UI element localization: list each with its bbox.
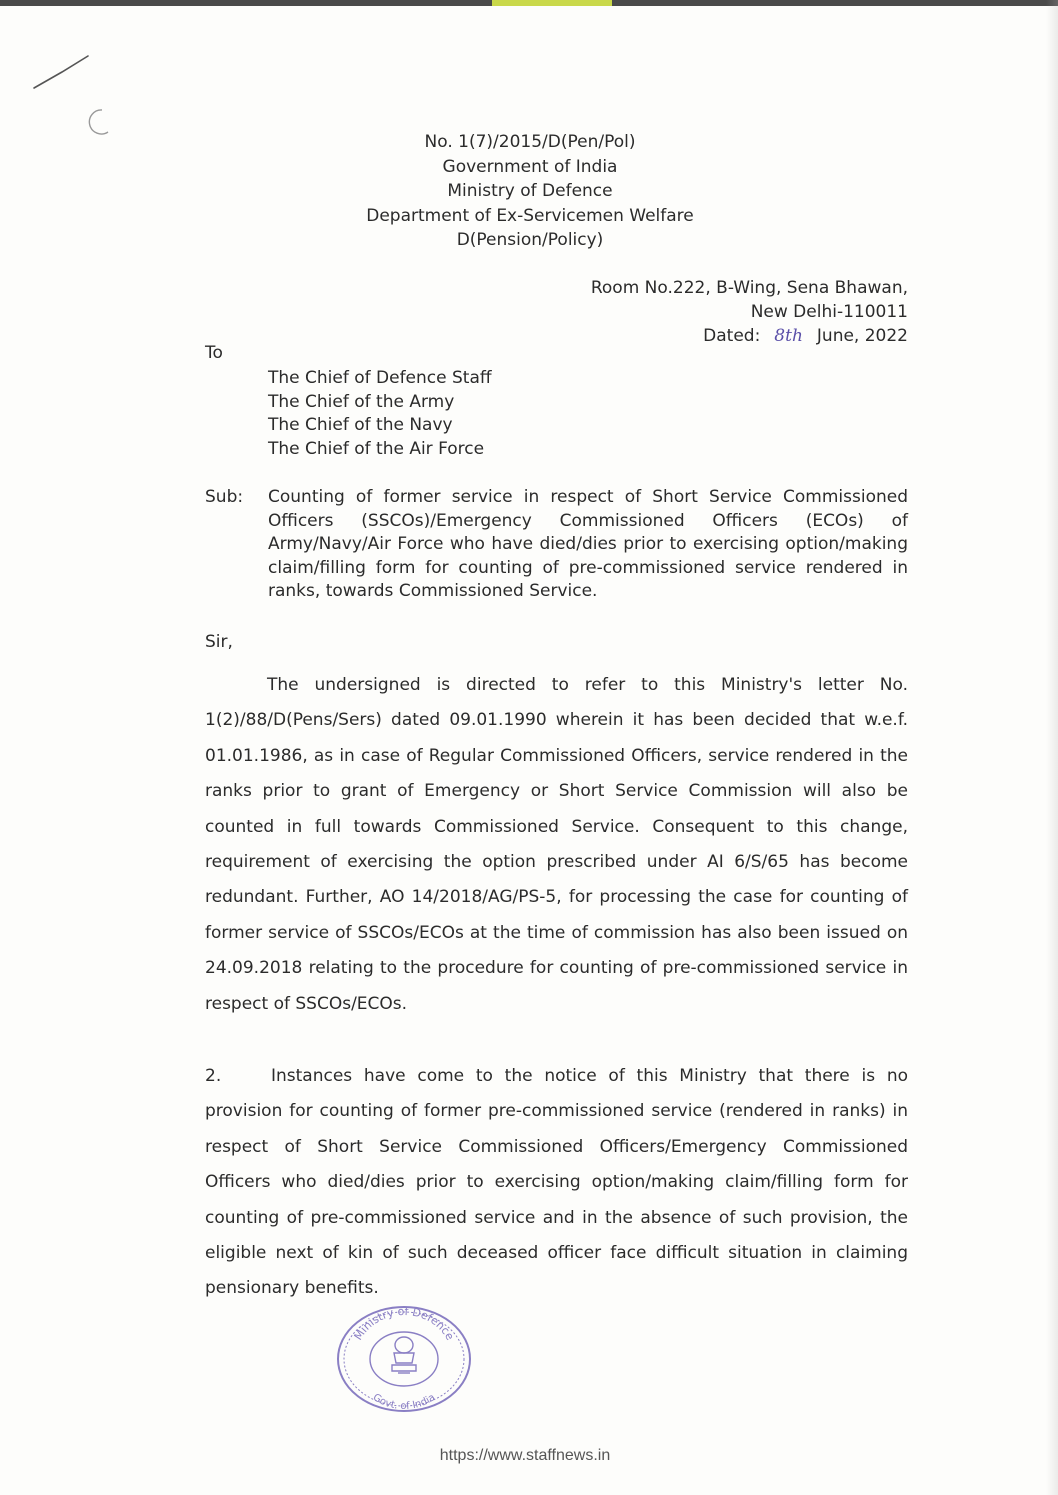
paragraph-2 [205, 1059, 908, 1307]
paragraph-2-number: 2. [205, 1066, 222, 1086]
department-line: Department of Ex-Servicemen Welfare [366, 205, 694, 226]
to-label: To [205, 343, 223, 363]
ministry-line: Ministry of Defence [447, 181, 613, 201]
dated-label: Dated: [703, 326, 761, 346]
government-line: Government of India [442, 156, 618, 177]
seal-text-bottom: Govt. of India [370, 1392, 438, 1413]
recipient-item: The Chief of the Air Force [268, 438, 485, 459]
paragraph-2-text: Instances have come to the notice of this Ministry that there is no provision for counting of former pre-commissioned service (rendered in ranks) in respect of Short Service Commissioned Officers/Emergency Commissioned Officers who died/dies prior to exercising option/making claim/filling form for counting of pre-commissioned service and in the absence of such provision, the eligible next of kin of such deceased officer face difficult situation in claiming pensionary benefits. [205, 1066, 908, 1299]
dated-day-handwritten: 8th [774, 326, 803, 346]
recipient-item: The Chief of the Army [268, 391, 455, 412]
punch-hole-mark [84, 106, 120, 136]
emblem-icon [392, 1337, 416, 1373]
pen-stroke-mark [32, 52, 92, 92]
subject-text: Counting of former service in respect of Short Service Commissioned Officers (SSCOs)/Emergency Commissioned Officers (ECOs) of Army/Navy/Air Force who have died/dies prior to exercising option/making claim/filling form for counting of pre-commissioned service rendered in ranks, towards Commissioned Service. [268, 487, 908, 602]
address-line-2: New Delhi-110011 [750, 302, 908, 322]
section-line: D(Pension/Policy) [456, 230, 604, 250]
subject-label: Sub: [205, 487, 244, 507]
salutation: Sir, [205, 632, 233, 652]
recipient-item: The Chief of Defence Staff [268, 368, 492, 388]
paragraph-1: The undersigned is directed to refer to this Ministry's letter No. 1(2)/88/D(Pens/Sers) dated 09.01.1990 wherein it has been decided that w.e.f. 01.01.1986, as in case of Regular Commissioned Officers, service rendered in the ranks prior to grant of Emergency or Short Service Commission will also be counted in full towards Commissioned Service. Consequent to this change, requirement of exercising the option prescribed under AI 6/S/65 has become redundant. Further, AO 14/2018/AG/PS-5, for processing the case for counting of former service of SSCOs/ECOs at the time of commission has also been issued on 24.09.2018 relating to the procedure for counting of pre-commissioned service in respect of SSCOs/ECOs. [205, 675, 908, 1014]
file-number: No. 1(7)/2015/D(Pen/Pol) [424, 132, 636, 152]
ministry-seal-stamp [334, 1303, 474, 1415]
footer-url: https://www.staffnews.in [439, 1447, 611, 1464]
scan-right-shadow [1046, 0, 1058, 1495]
dated-month-year: June, 2022 [816, 326, 908, 346]
sender-address [591, 276, 908, 348]
scan-color-mark [492, 0, 612, 6]
letter-header [330, 130, 730, 253]
recipient-item: The Chief of the Navy [268, 415, 453, 435]
date-line [591, 324, 908, 348]
address-line-1: Room No.222, B-Wing, Sena Bhawan, [590, 278, 908, 298]
recipient-list [268, 367, 492, 461]
seal-text-top: Ministry of Defence [351, 1304, 457, 1343]
